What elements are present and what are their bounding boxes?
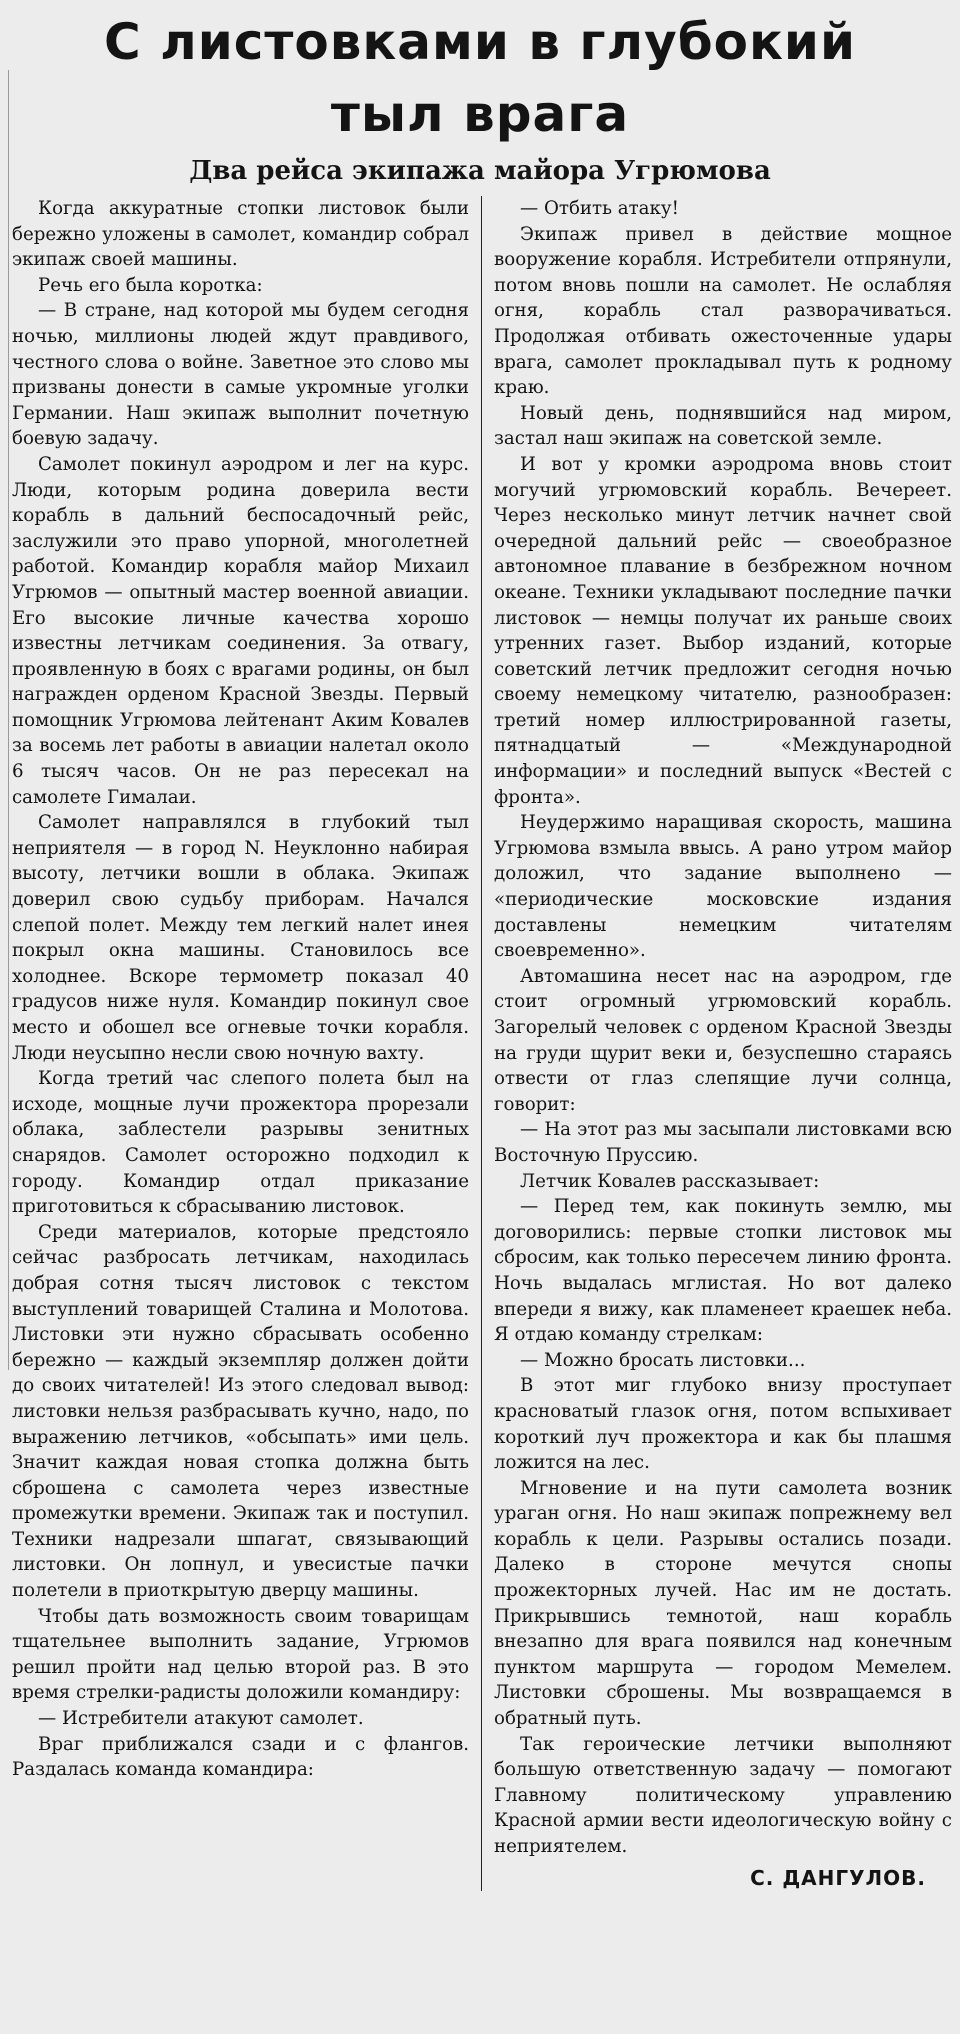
author-signature: С. ДАНГУЛОВ.	[750, 1865, 926, 1890]
right-column	[482, 196, 952, 1891]
paragraph: — Перед тем, как покинуть землю, мы договорились: первые стопки листовок мы сбросим, как только пересечем линию фронта. Ночь выдалась мглистая. Но вот далеко впереди я вижу, как пламенеет краешек неба. Я отдаю команду стрелкам:	[494, 1196, 952, 1346]
subheadline: Два рейса экипажа майора Угрюмова	[189, 156, 771, 186]
paragraph: — Можно бросать листовки...	[520, 1349, 806, 1371]
paragraph: Самолет направлялся в глубокий тыл неприятеля — в город N. Неуклонно набирая высоту, летчики вошли в облака. Экипаж доверил свою судьбу приборам. Начался слепой полет. Между тем легкий налет инея покрыл окна машины. Становилось все холоднее. Вскоре термометр показал 40 градусов ниже нуля. Командир покинул свое место и обошел все огневые точки корабля. Люди неусыпно несли свою ночную вахту.	[12, 812, 469, 1064]
paragraph: — Отбить атаку!	[520, 198, 679, 219]
paragraph: И вот у кромки аэродрома вновь стоит могучий угрюмовский корабль. Вечереет. Через несколько минут летчик начнет свой очередной дальний рейс — своеобразное автономное плавание в безбрежном ночном океане. Техники укладывают последние пачки листовок — немцы получат их раньше своих утренних газет. Выбор изданий, которые советский летчик предложит сегодня ночью своему немецкому читателю, разнообразен: третий номер иллюстрированной газеты, пятнадцатый — «Международной информации» и последний выпуск «Вестей с фронта».	[494, 453, 952, 808]
paragraph: Речь его была коротка:	[38, 274, 263, 296]
paragraph: — На этот раз мы засыпали листовками всю Восточную Пруссию.	[494, 1119, 952, 1166]
headline-line-1: С листовками в глубокий	[103, 13, 856, 71]
paragraph: Враг приближался сзади и с флангов. Раздалась команда командира:	[12, 1733, 469, 1781]
paragraph: В этот миг глубоко внизу проступает красноватый глазок огня, потом вспыхивает короткий луч прожектора и как бы плашмя ложится на лес.	[494, 1375, 952, 1474]
page-edge-strip	[0, 70, 9, 1370]
paragraph: Когда третий час слепого полета был на исходе, мощные лучи прожектора прорезали облака, заблестели разрывы зенитных снарядов. Самолет осторожно подходил к городу. Командир отдал приказание приготовиться к сбрасыванию листовок.	[12, 1068, 469, 1218]
paragraph: — Истребители атакуют самолет.	[38, 1708, 364, 1730]
paragraph: — В стране, над которой мы будем сегодня ночью, миллионы людей ждут правдивого, честного слова о войне. Заветное это слово мы призваны донести в самые укромные уголки Германии. Наш экипаж выполнит почетную боевую задачу.	[12, 300, 469, 450]
paragraph: Когда аккуратные стопки листовок были бережно уложены в самолет, командир собрал экипаж своей машины.	[12, 198, 469, 271]
paragraph: Неудержимо наращивая скорость, машина Угрюмова взмыла ввысь. А рано утром майор доложил, что задание выполнено — «периодические московские издания доставлены немецким читателям своевременно».	[494, 812, 952, 962]
headline	[8, 6, 952, 150]
headline-line-2: тыл врага	[330, 85, 630, 143]
paragraph: Новый день, поднявшийся над миром, застал наш экипаж на советской земле.	[494, 402, 952, 450]
paragraph: Мгновение и на пути самолета возник ураган огня. Но наш экипаж попрежнему вел корабль к цели. Разрывы остались позади. Далеко в стороне мечутся снопы прожекторных лучей. Нас им не достать. Прикрывшись темнотой, наш корабль внезапно для врага появился над конечным пунктом маршрута — городом Мемелем. Листовки сброшены. Мы возвращаемся в обратный путь.	[494, 1477, 952, 1730]
paragraph: Чтобы дать возможность своим товарищам тщательнее выполнить задание, Угрюмов решил пройти над целью второй раз. В это время стрелки-радисты доложили командиру:	[12, 1605, 469, 1704]
paragraph: Экипаж привел в действие мощное вооружение корабля. Истребители отпрянули, потом вновь пошли на самолет. Не ослабляя огня, корабль стал разворачиваться. Продолжая отбивать ожесточенные удары врага, самолет прокладывал путь к родному краю.	[494, 223, 952, 399]
paragraph: Так героические летчики выполняют большую ответственную задачу — помогают Главному политическому управлению Красной армии вести идеологическую войну с неприятелем.	[494, 1733, 952, 1857]
paragraph: Летчик Ковалев рассказывает:	[520, 1170, 820, 1192]
paragraph: Самолет покинул аэродром и лег на курс. Люди, которым родина доверила вести корабль в дальний беспосадочный рейс, заслужили это право упорной, многолетней работой. Командир корабля майор Михаил Угрюмов — опытный мастер военной авиации. Его высокие личные качества хорошо известны летчикам соединения. За отвагу, проявленную в боях с врагами родины, он был награжден орденом Красной Звезды. Первый помощник Угрюмова лейтенант Аким Ковалев за восемь лет работы в авиации налетал около 6 тысяч часов. Он не раз пересекал на самолете Гималаи.	[12, 453, 469, 808]
paragraph: Среди материалов, которые предстояло сейчас разбросать летчикам, находилась добрая сотня тысяч листовок с текстом выступлений товарищей Сталина и Молотова. Листовки эти нужно сбрасывать особенно бережно — каждый экземпляр должен дойти до своих читателей! Из этого следовал вывод: листовки нельзя разбрасывать кучно, надо, по выражению летчиков, «обсыпать» ими цель. Значит каждая новая стопка должна быть сброшена с самолета через известные промежутки времени. Экипаж так и поступил. Техники надрезали шпагат, связывающий листовки. Он лопнул, и увесистые пачки полетели в приоткрытую дверцу машины.	[12, 1221, 469, 1602]
paragraph: Автомашина несет нас на аэродром, где стоит огромный угрюмовский корабль. Загорелый человек с орденом Красной Звезды на груди щурит веки и, безуспешно стараясь отвести от глаз слепящие лучи солнца, говорит:	[494, 965, 952, 1115]
left-column	[12, 196, 482, 1891]
article-columns	[12, 196, 952, 1891]
